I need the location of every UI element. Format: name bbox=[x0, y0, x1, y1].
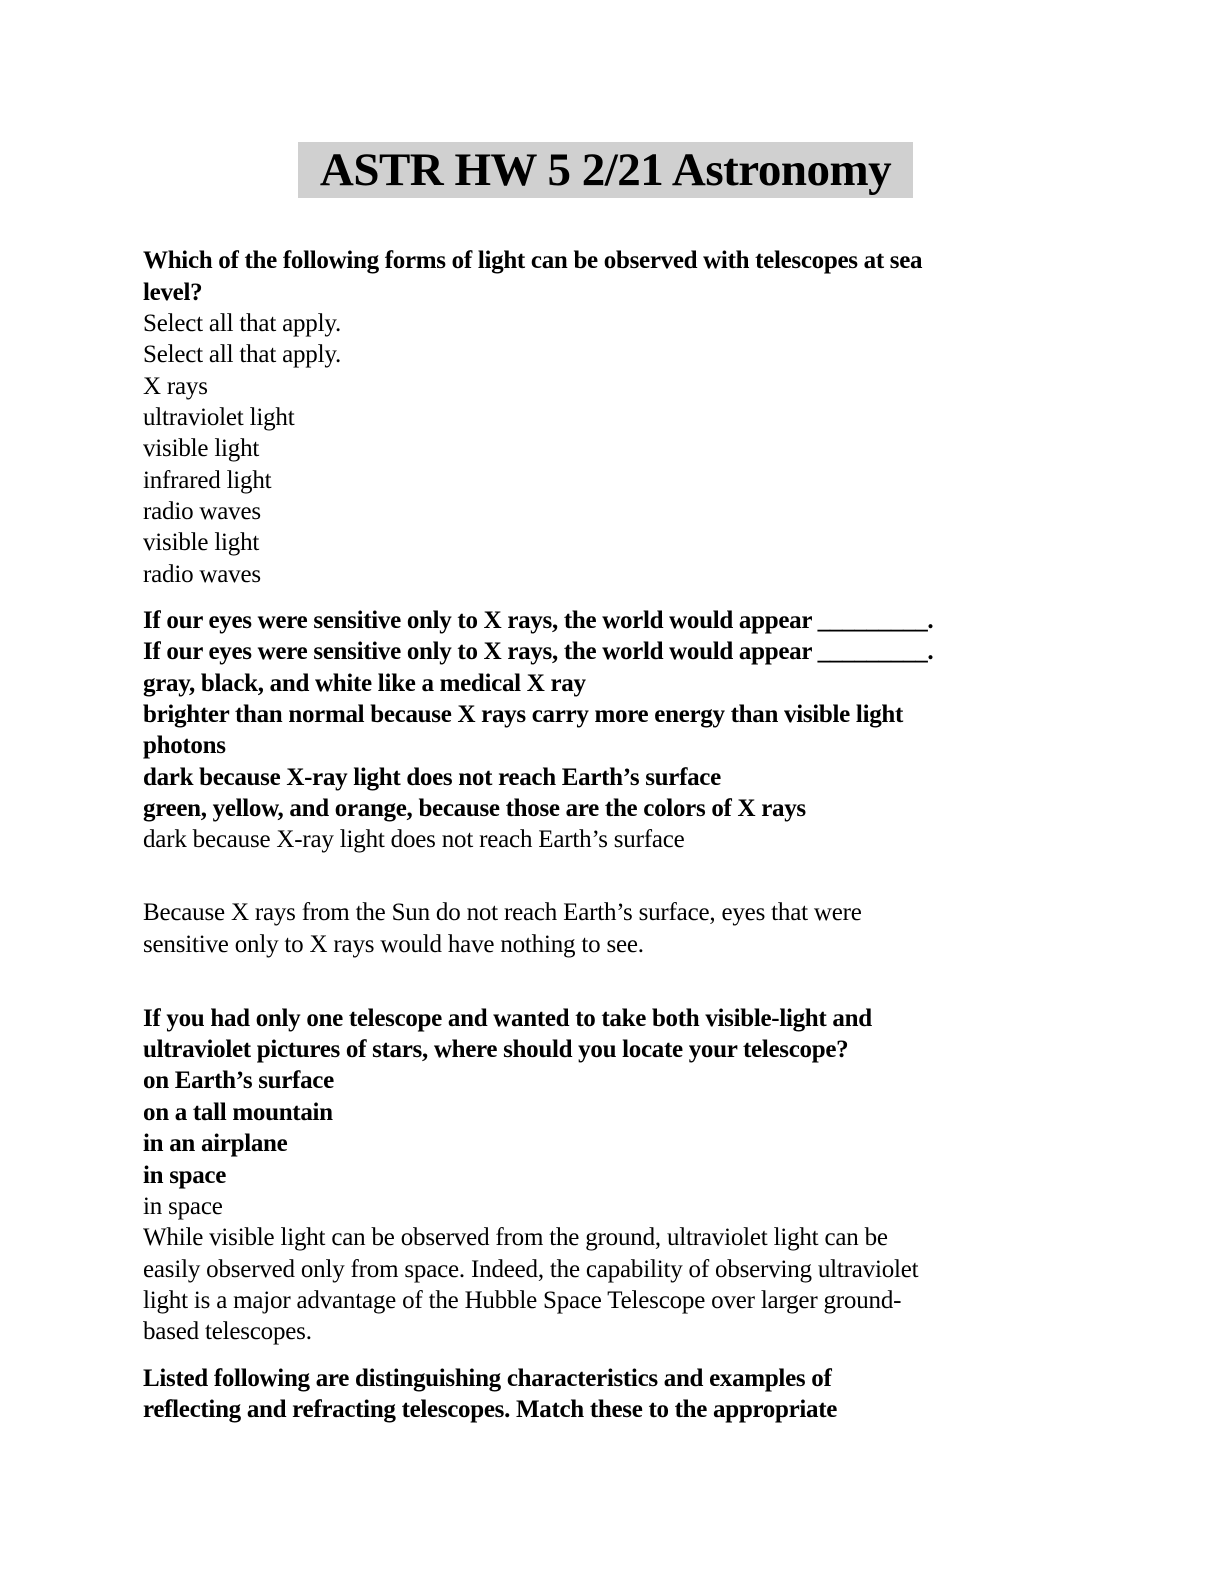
question-1-option: X rays bbox=[143, 373, 208, 400]
document-title: ASTR HW 5 2/21 Astronomy bbox=[298, 142, 913, 198]
question-4-prompt: Listed following are distinguishing characteristics and examples of bbox=[143, 1365, 832, 1392]
question-2-prompt: If our eyes were sensitive only to X rays, the world would appear _________. bbox=[143, 638, 934, 665]
question-1-prompt-line-1: Which of the following forms of light can be observed with telescopes at sea bbox=[143, 247, 923, 274]
question-3-explanation: based telescopes. bbox=[143, 1318, 312, 1345]
question-3-explanation: easily observed only from space. Indeed, the capability of observing ultraviolet bbox=[143, 1256, 919, 1283]
question-1-instruction: Select all that apply. bbox=[143, 341, 342, 368]
question-2-answer: dark because X-ray light does not reach Earth’s surface bbox=[143, 826, 685, 853]
question-2-explanation: Because X rays from the Sun do not reach Earth’s surface, eyes that were bbox=[143, 899, 862, 926]
question-1-option: radio waves bbox=[143, 498, 261, 525]
question-1-instruction: Select all that apply. bbox=[143, 310, 342, 337]
question-3-answer: in space bbox=[143, 1193, 223, 1220]
question-3-option: in an airplane bbox=[143, 1130, 288, 1157]
question-1-answer: radio waves bbox=[143, 561, 261, 588]
question-1-option: infrared light bbox=[143, 467, 272, 494]
question-3-prompt: ultraviolet pictures of stars, where should you locate your telescope? bbox=[143, 1036, 849, 1063]
question-1-option: visible light bbox=[143, 435, 260, 462]
question-1-option: ultraviolet light bbox=[143, 404, 295, 431]
question-2-option-continued: photons bbox=[143, 732, 226, 759]
question-3-option: in space bbox=[143, 1162, 227, 1189]
question-1-prompt-line-2: level? bbox=[143, 279, 203, 306]
question-3-explanation: While visible light can be observed from the ground, ultraviolet light can be bbox=[143, 1224, 888, 1251]
question-2-explanation: sensitive only to X rays would have nothing to see. bbox=[143, 931, 644, 958]
question-1-answer: visible light bbox=[143, 529, 260, 556]
question-3-explanation: light is a major advantage of the Hubble Space Telescope over larger ground- bbox=[143, 1287, 902, 1314]
question-2-option: gray, black, and white like a medical X ray bbox=[143, 670, 586, 697]
question-2-option: green, yellow, and orange, because those are the colors of X rays bbox=[143, 795, 806, 822]
question-2-prompt: If our eyes were sensitive only to X rays, the world would appear _________. bbox=[143, 607, 934, 634]
question-4-prompt: reflecting and refracting telescopes. Match these to the appropriate bbox=[143, 1396, 838, 1423]
question-2-option: brighter than normal because X rays carry more energy than visible light bbox=[143, 701, 904, 728]
question-3-prompt: If you had only one telescope and wanted to take both visible-light and bbox=[143, 1005, 872, 1032]
question-3-option: on Earth’s surface bbox=[143, 1067, 334, 1094]
question-3-option: on a tall mountain bbox=[143, 1099, 333, 1126]
question-2-option: dark because X-ray light does not reach Earth’s surface bbox=[143, 764, 721, 791]
